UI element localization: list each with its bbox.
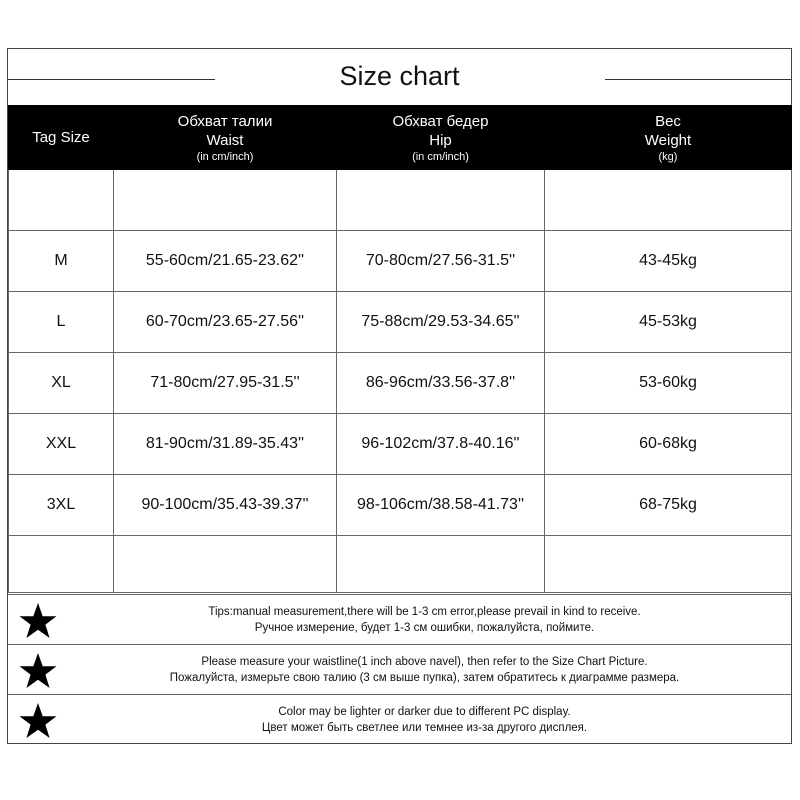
table-row	[9, 475, 792, 536]
cell-waist: 81-90cm/31.89-35.43''	[114, 414, 337, 475]
cell-size: 3XL	[9, 475, 114, 536]
cell-waist: 71-80cm/27.95-31.5''	[114, 353, 337, 414]
table-row-blank-bottom	[9, 536, 792, 593]
cell-weight: 68-75kg	[545, 475, 792, 536]
table-row-blank-top	[9, 170, 792, 231]
page-title: Size chart	[339, 61, 460, 91]
tip-text	[68, 695, 781, 745]
cell-weight: 60-68kg	[545, 414, 792, 475]
tip-russian: Цвет может быть светлее или темнее из-за другого дисплея.	[261, 722, 588, 734]
cell-waist: 60-70cm/23.65-27.56''	[114, 292, 337, 353]
cell-size: L	[9, 292, 114, 353]
star-icon	[18, 701, 58, 741]
header-weight: Вес Weight (kg)	[545, 106, 792, 170]
cell-weight: 43-45kg	[545, 231, 792, 292]
tip-english: Tips:manual measurement,there will be 1-3 cm error,please prevail in kind to receive.	[208, 606, 641, 618]
size-chart-frame	[7, 48, 792, 744]
tip-russian: Пожалуйста, измерьте свою талию (3 см выше пупка), затем обратитесь к диаграмме размера.	[169, 672, 680, 684]
tip-text	[68, 595, 781, 645]
tip-row-2	[8, 644, 791, 694]
cell-waist: 55-60cm/21.65-23.62''	[114, 231, 337, 292]
tip-row-1	[8, 594, 791, 644]
table-row	[9, 414, 792, 475]
table-cell	[9, 536, 114, 593]
header-hip: Обхват бедер Hip (in cm/inch)	[337, 106, 545, 170]
header-waist: Обхват талии Waist (in cm/inch)	[114, 106, 337, 170]
cell-hip: 98-106cm/38.58-41.73''	[337, 475, 545, 536]
table-row	[9, 231, 792, 292]
table-cell	[114, 170, 337, 231]
table-row	[9, 292, 792, 353]
cell-hip: 75-88cm/29.53-34.65''	[337, 292, 545, 353]
star-icon	[18, 601, 58, 641]
cell-hip: 70-80cm/27.56-31.5''	[337, 231, 545, 292]
header-tag-size: Tag Size	[9, 106, 114, 170]
tip-row-3	[8, 694, 791, 744]
title-row	[8, 49, 791, 105]
cell-weight: 53-60kg	[545, 353, 792, 414]
table-cell	[545, 170, 792, 231]
star-icon	[18, 651, 58, 691]
table-row	[9, 353, 792, 414]
table-cell	[545, 536, 792, 593]
tip-english: Color may be lighter or darker due to different PC display.	[278, 706, 571, 718]
cell-waist: 90-100cm/35.43-39.37''	[114, 475, 337, 536]
size-table	[8, 105, 792, 593]
cell-size: XL	[9, 353, 114, 414]
title-divider-right	[605, 79, 791, 80]
tip-russian: Ручное измерение, будет 1-3 см ошибки, пожалуйста, поймите.	[254, 622, 595, 634]
table-cell	[9, 170, 114, 231]
cell-weight: 45-53kg	[545, 292, 792, 353]
cell-hip: 96-102cm/37.8-40.16''	[337, 414, 545, 475]
table-header-row	[9, 106, 792, 170]
tip-text	[68, 645, 781, 695]
cell-hip: 86-96cm/33.56-37.8''	[337, 353, 545, 414]
cell-size: M	[9, 231, 114, 292]
table-cell	[337, 170, 545, 231]
cell-size: XXL	[9, 414, 114, 475]
table-cell	[114, 536, 337, 593]
table-cell	[337, 536, 545, 593]
tip-english: Please measure your waistline(1 inch above navel), then refer to the Size Chart Picture.	[201, 656, 648, 668]
